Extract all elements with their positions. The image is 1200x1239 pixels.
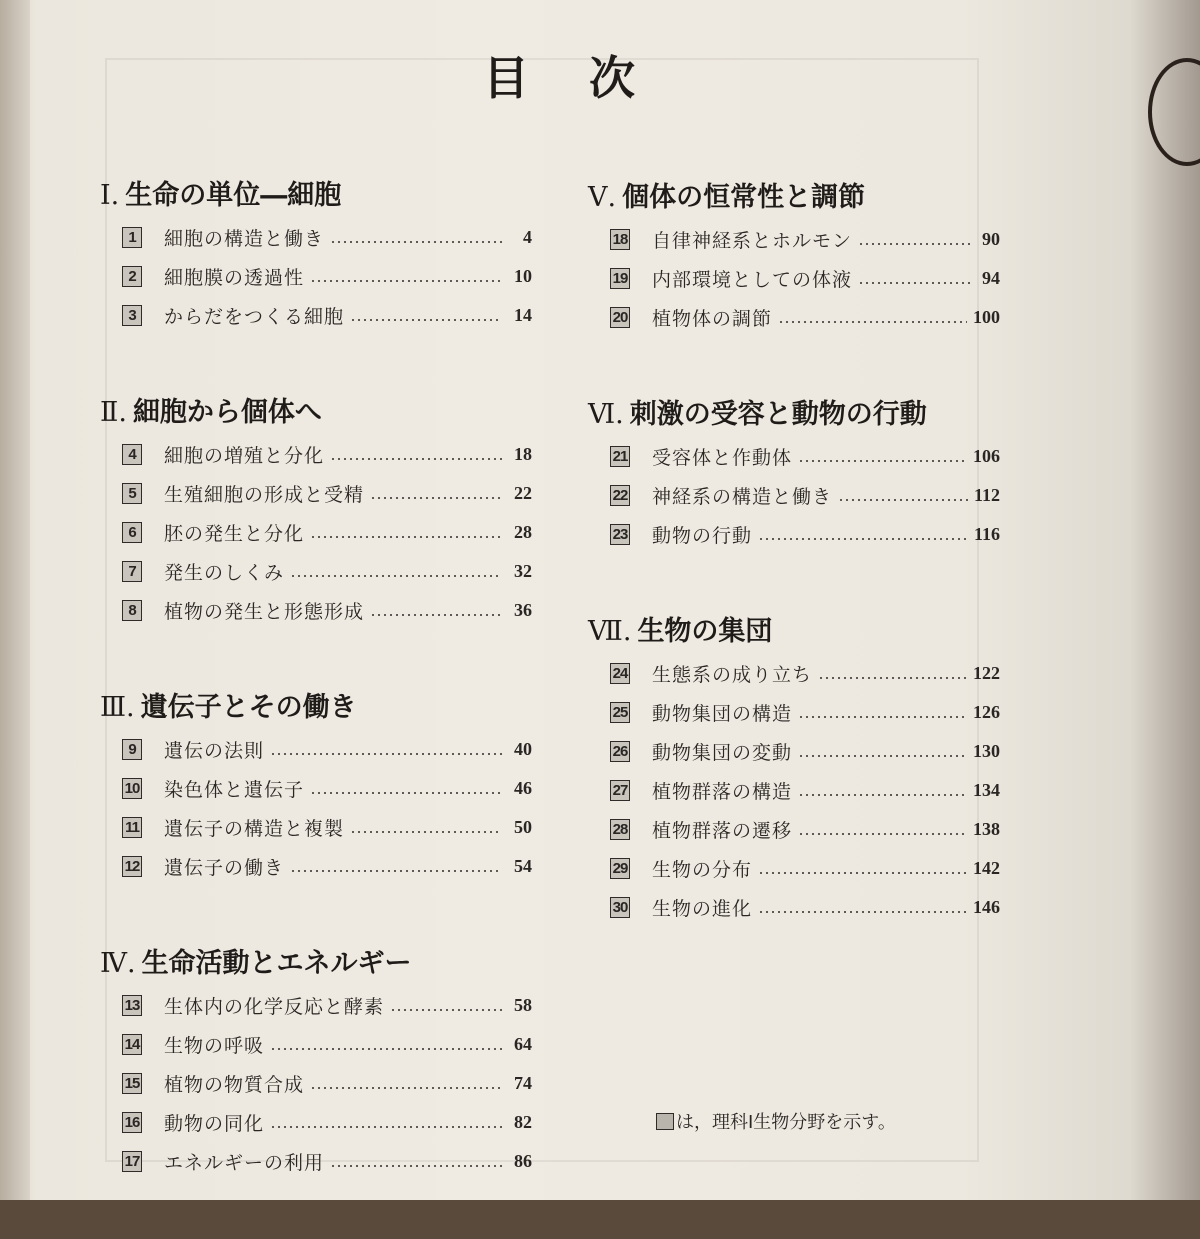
chapter-number-badge: 1 bbox=[122, 227, 142, 248]
section-title: 遺伝子とその働き bbox=[140, 692, 357, 723]
leader-dots bbox=[758, 872, 967, 874]
page-number: 100 bbox=[973, 307, 1000, 327]
page-number: 116 bbox=[973, 524, 1000, 544]
section-numeral: Ⅵ. bbox=[588, 399, 624, 430]
section-title: 生命の単位―細胞 bbox=[125, 180, 342, 211]
chapter-title: 神経系の構造と働き bbox=[652, 486, 833, 508]
leader-dots bbox=[798, 833, 967, 835]
chapter-title: 生物の進化 bbox=[652, 898, 753, 920]
toc-entry[interactable] bbox=[588, 298, 1000, 337]
leader-dots bbox=[758, 911, 967, 913]
section-numeral: Ⅲ. bbox=[100, 692, 135, 723]
page-number: 10 bbox=[514, 266, 532, 286]
chapter-number-badge: 30 bbox=[610, 897, 630, 918]
chapter-title: 動物集団の構造 bbox=[652, 703, 793, 725]
section-heading bbox=[588, 395, 1008, 435]
chapter-number-badge: 18 bbox=[610, 229, 630, 250]
section-heading bbox=[588, 612, 1008, 652]
leader-dots bbox=[370, 497, 502, 499]
chapter-number-badge: 3 bbox=[122, 305, 142, 326]
leader-dots bbox=[310, 536, 502, 538]
toc-entry[interactable] bbox=[588, 888, 1000, 927]
toc-entry[interactable] bbox=[588, 259, 1000, 298]
leader-dots bbox=[798, 794, 967, 796]
page-title: 目 次 bbox=[482, 51, 657, 105]
chapter-number-badge: 6 bbox=[122, 522, 142, 543]
chapter-title: 生殖細胞の形成と受精 bbox=[164, 484, 365, 506]
toc-entry[interactable] bbox=[100, 986, 532, 1025]
page-number: 142 bbox=[973, 858, 1000, 878]
chapter-title: 動物の行動 bbox=[652, 525, 753, 547]
toc-entry[interactable] bbox=[100, 513, 532, 552]
toc-entry[interactable] bbox=[100, 296, 532, 335]
chapter-number-badge: 26 bbox=[610, 741, 630, 762]
chapter-title: 細胞の増殖と分化 bbox=[164, 445, 325, 467]
page-spine bbox=[0, 0, 30, 1200]
page-number: 122 bbox=[973, 663, 1000, 683]
chapter-number-badge: 24 bbox=[610, 663, 630, 684]
chapter-title: 遺伝子の働き bbox=[164, 857, 285, 879]
chapter-title: 発生のしくみ bbox=[164, 562, 285, 584]
page-number: 32 bbox=[514, 561, 532, 581]
chapter-title: 受容体と作動体 bbox=[652, 447, 793, 469]
chapter-title: 自律神経系とホルモン bbox=[652, 230, 853, 252]
chapter-number-badge: 17 bbox=[122, 1151, 142, 1172]
chapter-title: 生態系の成り立ち bbox=[652, 664, 813, 686]
page-number: 106 bbox=[973, 446, 1000, 466]
leader-dots bbox=[310, 1087, 502, 1089]
toc-entry[interactable] bbox=[588, 476, 1000, 515]
chapter-number-badge: 21 bbox=[610, 446, 630, 467]
toc-left-column bbox=[100, 176, 532, 1239]
chapter-title: 動物の同化 bbox=[164, 1113, 265, 1135]
toc-entry[interactable] bbox=[588, 654, 1000, 693]
chapter-title: 生体内の化学反応と酵素 bbox=[164, 996, 385, 1018]
page-number: 36 bbox=[514, 600, 532, 620]
chapter-number-badge: 19 bbox=[610, 268, 630, 289]
chapter-number-badge: 23 bbox=[610, 524, 630, 545]
page-number: 46 bbox=[514, 778, 532, 798]
page-number: 138 bbox=[973, 819, 1000, 839]
toc-entry[interactable] bbox=[588, 437, 1000, 476]
chapter-title: 遺伝子の構造と複製 bbox=[164, 818, 345, 840]
toc-entry[interactable] bbox=[588, 220, 1000, 259]
section-title: 個体の恒常性と調節 bbox=[622, 182, 866, 213]
chapter-number-badge: 4 bbox=[122, 444, 142, 465]
chapter-number-badge: 11 bbox=[122, 817, 142, 838]
leader-dots bbox=[350, 831, 502, 833]
leader-dots bbox=[290, 575, 502, 577]
page-number: 22 bbox=[514, 483, 532, 503]
leader-dots bbox=[310, 280, 502, 282]
page-number: 86 bbox=[514, 1151, 532, 1171]
page-edge-shadow bbox=[1130, 0, 1200, 1200]
leader-dots bbox=[270, 753, 502, 755]
chapter-number-badge: 9 bbox=[122, 739, 142, 760]
leader-dots bbox=[330, 241, 502, 243]
page-number: 74 bbox=[514, 1073, 532, 1093]
toc-entry[interactable] bbox=[100, 1025, 532, 1064]
page-number: 58 bbox=[514, 995, 532, 1015]
chapter-number-badge: 5 bbox=[122, 483, 142, 504]
section-title: 生物の集団 bbox=[637, 616, 773, 647]
section-heading bbox=[100, 688, 520, 728]
toc-entry[interactable] bbox=[588, 810, 1000, 849]
chapter-title: エネルギーの利用 bbox=[164, 1152, 325, 1174]
section-title: 生命活動とエネルギー bbox=[141, 948, 412, 979]
page-number: 64 bbox=[514, 1034, 532, 1054]
page-number: 4 bbox=[523, 227, 532, 247]
toc-entry[interactable] bbox=[588, 693, 1000, 732]
leader-dots bbox=[798, 460, 967, 462]
chapter-number-badge: 29 bbox=[610, 858, 630, 879]
chapter-number-badge: 20 bbox=[610, 307, 630, 328]
leader-dots bbox=[858, 282, 970, 284]
page-number: 54 bbox=[514, 856, 532, 876]
chapter-title: 細胞膜の透過性 bbox=[164, 267, 305, 289]
toc-section bbox=[100, 176, 532, 335]
section-heading bbox=[588, 178, 1008, 218]
chapter-title: 胚の発生と分化 bbox=[164, 523, 305, 545]
leader-dots bbox=[350, 319, 502, 321]
toc-entry[interactable] bbox=[100, 730, 532, 769]
chapter-title: 植物の発生と形態形成 bbox=[164, 601, 365, 623]
chapter-title: 植物の物質合成 bbox=[164, 1074, 305, 1096]
page-number: 94 bbox=[982, 268, 1000, 288]
leader-dots bbox=[858, 243, 970, 245]
chapter-title: 内部環境としての体液 bbox=[652, 269, 853, 291]
page-number: 112 bbox=[973, 485, 1000, 505]
page-number: 134 bbox=[973, 780, 1000, 800]
chapter-title: 生物の分布 bbox=[652, 859, 753, 881]
toc-entry[interactable] bbox=[100, 218, 532, 257]
legend-note bbox=[656, 1108, 896, 1134]
section-numeral: Ⅱ. bbox=[100, 397, 127, 428]
chapter-number-badge: 12 bbox=[122, 856, 142, 877]
chapter-number-badge: 14 bbox=[122, 1034, 142, 1055]
chapter-title: 細胞の構造と働き bbox=[164, 228, 325, 250]
chapter-title: 動物集団の変動 bbox=[652, 742, 793, 764]
chapter-title: 生物の呼吸 bbox=[164, 1035, 265, 1057]
chapter-title: 植物体の調節 bbox=[652, 308, 773, 330]
leader-dots bbox=[330, 1165, 502, 1167]
leader-dots bbox=[838, 499, 968, 501]
page-number: 18 bbox=[514, 444, 532, 464]
chapter-number-badge: 7 bbox=[122, 561, 142, 582]
section-title: 細胞から個体へ bbox=[132, 397, 322, 428]
toc-section bbox=[588, 395, 1008, 554]
toc-entry[interactable] bbox=[588, 515, 1000, 554]
toc-entry[interactable] bbox=[100, 552, 532, 591]
section-heading bbox=[100, 393, 520, 433]
legend-text: は，理科Ⅰ生物分野を示す。 bbox=[676, 1112, 896, 1133]
toc-section bbox=[588, 612, 1008, 927]
toc-section bbox=[100, 688, 532, 886]
leader-dots bbox=[270, 1048, 502, 1050]
chapter-number-badge: 2 bbox=[122, 266, 142, 287]
section-title: 刺激の受容と動物の行動 bbox=[629, 399, 927, 430]
leader-dots bbox=[270, 1126, 502, 1128]
toc-entry[interactable] bbox=[100, 257, 532, 296]
page-number: 90 bbox=[982, 229, 1000, 249]
page-number: 146 bbox=[973, 897, 1000, 917]
toc-entry[interactable] bbox=[588, 771, 1000, 810]
toc-entry[interactable] bbox=[100, 1142, 532, 1181]
toc-right-column bbox=[588, 178, 1008, 985]
chapter-number-badge: 25 bbox=[610, 702, 630, 723]
chapter-number-badge: 13 bbox=[122, 995, 142, 1016]
toc-section bbox=[100, 393, 532, 630]
leader-dots bbox=[818, 677, 967, 679]
toc-entry[interactable] bbox=[588, 849, 1000, 888]
page-number: 28 bbox=[514, 522, 532, 542]
toc-entry[interactable] bbox=[100, 847, 532, 886]
leader-dots bbox=[290, 870, 502, 872]
toc-section bbox=[100, 944, 532, 1181]
leader-dots bbox=[370, 614, 502, 616]
section-numeral: Ⅴ. bbox=[588, 182, 617, 213]
section-numeral: Ⅳ. bbox=[100, 948, 136, 979]
leader-dots bbox=[798, 755, 967, 757]
section-heading bbox=[100, 944, 520, 984]
chapter-number-badge: 22 bbox=[610, 485, 630, 506]
page-number: 14 bbox=[514, 305, 532, 325]
toc-entry[interactable] bbox=[100, 1064, 532, 1103]
toc-entry[interactable] bbox=[100, 769, 532, 808]
toc-entry[interactable] bbox=[100, 435, 532, 474]
toc-entry[interactable] bbox=[100, 474, 532, 513]
leader-dots bbox=[758, 538, 968, 540]
chapter-number-badge: 28 bbox=[610, 819, 630, 840]
chapter-number-badge: 16 bbox=[122, 1112, 142, 1133]
leader-dots bbox=[798, 716, 967, 718]
leader-dots bbox=[330, 458, 502, 460]
chapter-title: 染色体と遺伝子 bbox=[164, 779, 305, 801]
toc-entry[interactable] bbox=[100, 1103, 532, 1142]
page-number: 82 bbox=[514, 1112, 532, 1132]
section-numeral: Ⅶ. bbox=[588, 616, 632, 647]
toc-entry[interactable] bbox=[588, 732, 1000, 771]
section-numeral: Ⅰ. bbox=[100, 180, 120, 211]
chapter-title: からだをつくる細胞 bbox=[164, 306, 345, 328]
legend-square-icon bbox=[656, 1113, 674, 1130]
leader-dots bbox=[778, 321, 967, 323]
toc-entry[interactable] bbox=[100, 808, 532, 847]
chapter-title: 植物群落の遷移 bbox=[652, 820, 793, 842]
leader-dots bbox=[390, 1009, 502, 1011]
page-number: 40 bbox=[514, 739, 532, 759]
toc-entry[interactable] bbox=[100, 591, 532, 630]
page-number: 126 bbox=[973, 702, 1000, 722]
page-number: 50 bbox=[514, 817, 532, 837]
leader-dots bbox=[310, 792, 502, 794]
chapter-title: 植物群落の構造 bbox=[652, 781, 793, 803]
section-heading bbox=[100, 176, 520, 216]
chapter-title: 遺伝の法則 bbox=[164, 740, 265, 762]
chapter-number-badge: 27 bbox=[610, 780, 630, 801]
page-number: 130 bbox=[973, 741, 1000, 761]
chapter-number-badge: 10 bbox=[122, 778, 142, 799]
chapter-number-badge: 15 bbox=[122, 1073, 142, 1094]
toc-section bbox=[588, 178, 1008, 337]
chapter-number-badge: 8 bbox=[122, 600, 142, 621]
